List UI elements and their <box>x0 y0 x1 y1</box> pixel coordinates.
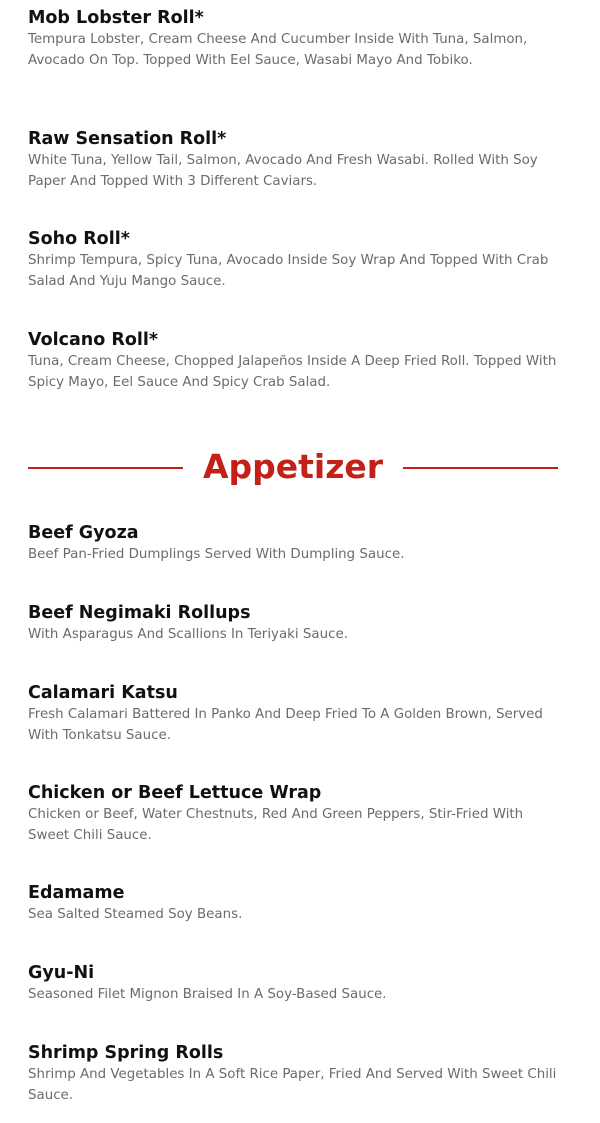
menu-item-name: Mob Lobster Roll* <box>28 8 204 28</box>
menu-item-calamari-katsu <box>28 682 558 746</box>
menu-item-description: Shrimp And Vegetables In A Soft Rice Paper, Fried And Served With Sweet Chili Sauce. <box>28 1067 557 1103</box>
menu-item-name: Chicken or Beef Lettuce Wrap <box>28 783 322 803</box>
menu-item-name: Soho Roll* <box>28 229 130 249</box>
section-header-appetizer <box>28 444 558 492</box>
menu-item-description: Beef Pan-Fried Dumplings Served With Dumpling Sauce. <box>28 547 405 562</box>
menu-item-description: Seasoned Filet Mignon Braised In A Soy-Based Sauce. <box>28 987 387 1002</box>
menu-item-beef-negimaki-rollups <box>28 602 558 646</box>
menu-item-name: Edamame <box>28 883 125 903</box>
menu-item-beef-gyoza <box>28 522 558 566</box>
menu-item-name: Shrimp Spring Rolls <box>28 1043 224 1063</box>
menu-item-gyu-ni <box>28 962 558 1006</box>
menu-item-mob-lobster-roll <box>28 7 558 71</box>
menu-item-name: Beef Negimaki Rollups <box>28 603 251 623</box>
menu-item-edamame <box>28 882 558 926</box>
menu-item-raw-sensation-roll <box>28 128 558 192</box>
menu-item-description: With Asparagus And Scallions In Teriyaki Sauce. <box>28 627 348 642</box>
menu-item-description: Chicken or Beef, Water Chestnuts, Red And Green Peppers, Stir-Fried With Sweet Chili Sauce. <box>28 807 524 843</box>
menu-item-name: Beef Gyoza <box>28 523 139 543</box>
menu-item-name: Gyu-Ni <box>28 963 95 983</box>
menu-item-description: Sea Salted Steamed Soy Beans. <box>28 907 243 922</box>
menu-item-volcano-roll <box>28 329 558 393</box>
section-divider-right <box>403 467 558 469</box>
menu-item-description: White Tuna, Yellow Tail, Salmon, Avocado And Fresh Wasabi. Rolled With Soy Paper And Topped With 3 Different Caviars. <box>28 153 538 189</box>
menu-item-description: Tuna, Cream Cheese, Chopped Jalapeños Inside A Deep Fried Roll. Topped With Spicy Mayo, Eel Sauce And Spicy Crab Salad. <box>28 354 557 390</box>
menu-item-shrimp-spring-rolls <box>28 1042 558 1106</box>
menu-item-lettuce-wrap <box>28 782 558 846</box>
menu-item-soho-roll <box>28 228 558 292</box>
menu-item-description: Fresh Calamari Battered In Panko And Deep Fried To A Golden Brown, Served With Tonkatsu Sauce. <box>28 707 543 743</box>
menu-item-name: Raw Sensation Roll* <box>28 129 227 149</box>
menu-item-name: Volcano Roll* <box>28 330 159 350</box>
section-title: Appetizer <box>202 447 384 486</box>
menu-item-description: Shrimp Tempura, Spicy Tuna, Avocado Inside Soy Wrap And Topped With Crab Salad And Yuju Mango Sauce. <box>28 253 549 289</box>
menu-item-description: Tempura Lobster, Cream Cheese And Cucumber Inside With Tuna, Salmon, Avocado On Top. Topped With Eel Sauce, Wasabi Mayo And Tobiko. <box>28 32 528 68</box>
menu-item-name: Calamari Katsu <box>28 683 178 703</box>
